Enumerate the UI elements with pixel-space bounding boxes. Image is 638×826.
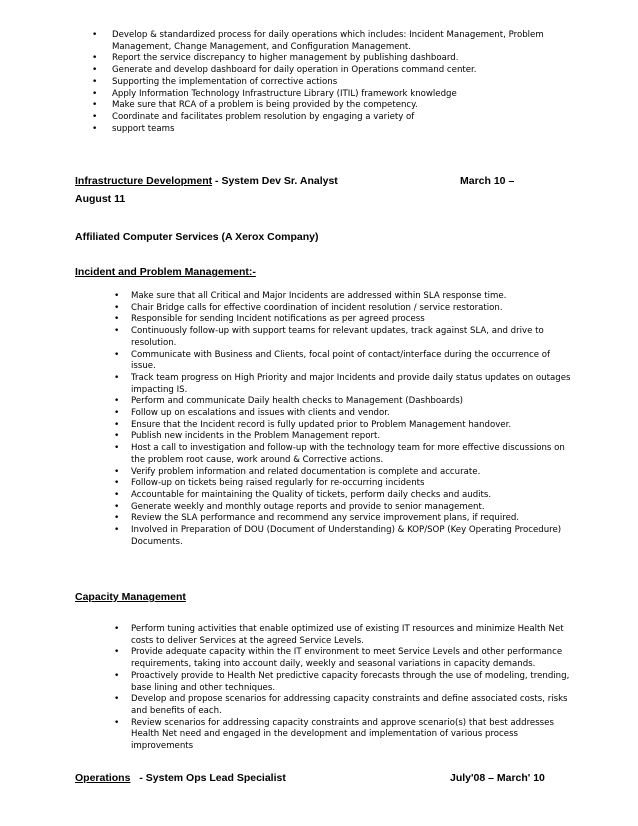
bullet-icon: • (114, 419, 120, 430)
job1-date-start: March 10 – (460, 175, 515, 187)
list-item (92, 53, 552, 65)
list-item-text: Host a call to investigation and follow-up with the technology team for more effective discussions on the problem root cause, work around & Corrective actions. (131, 443, 565, 465)
list-item-text: support teams (112, 123, 175, 134)
list-item-text: Provide adequate capacity within the IT environment to meet Service Levels and other performance requirements, taking into account daily, weekly and seasonal variations in capacity demands. (131, 647, 563, 670)
job1-date-end: August 11 (75, 193, 126, 205)
list-item (114, 419, 571, 432)
list-item (92, 123, 552, 136)
bullet-icon: • (92, 111, 98, 122)
bullet-icon: • (114, 489, 120, 500)
bullet-icon: • (114, 431, 120, 442)
bullet-icon: • (114, 396, 120, 407)
bullet-icon: • (114, 443, 120, 454)
list-item-text: Verify problem information and related documentation is complete and accurate. (131, 466, 481, 477)
bullet-icon: • (114, 408, 120, 419)
list-item (114, 717, 571, 753)
list-item-text: Make sure that all Critical and Major Incidents are addressed within SLA response time. (131, 291, 507, 301)
job2-sep: - (136, 772, 146, 784)
bullet-icon: • (114, 372, 120, 383)
list-item-text: Communicate with Business and Clients, focal point of contact/interface during the occurrence of issue. (131, 349, 551, 372)
bullet-icon: • (114, 525, 120, 536)
list-item-text: Track team progress on High Priority and major Incidents and provide daily status updates on outages impacting IS. (131, 372, 571, 395)
bullet-icon: • (92, 76, 98, 87)
list-item (114, 408, 571, 420)
incident-responsibilities-list (114, 291, 571, 548)
list-item (92, 111, 552, 124)
job2-heading (75, 771, 286, 785)
list-item-text: Chair Bridge calls for effective coordination of incident resolution / service restoration. (131, 302, 503, 313)
list-item (114, 466, 571, 479)
list-item-text: Develop and propose scenarios for addressing capacity constraints and define associated costs, risks and benefits of each. (131, 694, 568, 716)
list-item (114, 291, 571, 303)
list-item-text: Follow up on escalations and issues with clients and vendor. (131, 408, 390, 419)
bullet-icon: • (114, 314, 120, 325)
bullet-icon: • (114, 624, 120, 634)
list-item-text: Continuously follow-up with support teams for relevant updates, track against SLA, and drive to resolution. (131, 326, 544, 348)
list-item (114, 670, 571, 694)
list-item (114, 396, 571, 408)
list-item (114, 431, 571, 443)
section-incident-heading: Incident and Problem Management:- (75, 266, 256, 278)
bullet-icon: • (114, 466, 120, 477)
list-item-text: Report the service discrepancy to higher management by publishing dashboard. (112, 53, 459, 64)
list-item-text: Involved in Preparation of DOU (Document of Understanding) & KOP/SOP (Key Operating Procedure) Documents. (131, 525, 562, 547)
list-item (114, 302, 571, 315)
bullet-icon: • (114, 717, 120, 728)
job1-dept: Infrastructure Development (75, 175, 213, 187)
list-item-text: Ensure that the Incident record is fully updated prior to Problem Management handover. (131, 419, 512, 430)
list-item-text: Generate weekly and monthly outage reports and provide to senior management. (131, 501, 485, 512)
bullet-icon: • (92, 100, 98, 111)
job2-dates: July'08 – March' 10 (450, 772, 545, 784)
bullet-icon: • (114, 349, 120, 360)
list-item-text: Review scenarios for addressing capacity constraints and approve scenario(s) that best addresses Health Net need and engaged in the development and implementation of various process improvements (131, 717, 554, 752)
list-item-text: Responsible for sending Incident notifications as per agreed process (131, 314, 425, 325)
list-item-text: Make sure that RCA of a problem is being provided by the competency. (112, 100, 418, 111)
list-item-text: Supporting the implementation of corrective actions (112, 76, 338, 87)
list-item-text: Accountable for maintaining the Quality of tickets, perform daily checks and audits. (131, 489, 492, 500)
list-item (114, 443, 571, 466)
bullet-icon: • (114, 513, 120, 524)
job1-sep: - (212, 175, 222, 187)
list-item (114, 349, 571, 373)
bullet-icon: • (92, 30, 98, 40)
bullet-icon: • (114, 647, 120, 658)
list-item (92, 100, 552, 112)
list-item-text: Perform and communicate Daily health checks to Management (Dashboards) (131, 396, 464, 407)
bullet-icon: • (114, 694, 120, 705)
list-item (114, 489, 571, 502)
bullet-icon: • (114, 501, 120, 512)
list-item-text: Develop & standardized process for daily operations which includes: Incident Management, Problem Management, Change Management, and Configuration Management. (112, 30, 544, 52)
list-item-text: Follow-up on tickets being raised regularly for re-occurring incidents (131, 478, 425, 489)
company-name: Affiliated Computer Services (A Xerox Company) (75, 231, 319, 243)
bullet-icon: • (114, 326, 120, 337)
list-item-text: Review the SLA performance and recommend any service improvement plans, if required. (131, 513, 520, 524)
list-item (114, 513, 571, 525)
bullet-icon: • (92, 65, 98, 76)
list-item (92, 76, 552, 89)
list-item-text: Generate and develop dashboard for daily operation in Operations command center. (112, 65, 477, 76)
capacity-responsibilities-list (114, 624, 571, 753)
list-item (114, 647, 571, 670)
list-item-text: Publish new incidents in the Problem Management report. (131, 431, 381, 442)
responsibilities-list-1 (92, 30, 552, 135)
list-item (114, 478, 571, 490)
bullet-icon: • (114, 478, 120, 489)
list-item (114, 314, 571, 326)
list-item (114, 326, 571, 349)
job2-title: System Ops Lead Specialist (145, 772, 286, 784)
bullet-icon: • (92, 123, 98, 134)
list-item (92, 88, 552, 101)
list-item (114, 694, 571, 717)
job1-title: System Dev Sr. Analyst (221, 175, 338, 187)
section-capacity-heading: Capacity Management (75, 591, 186, 603)
list-item (114, 525, 571, 548)
list-item-text: Apply Information Technology Infrastructure Library (ITIL) framework knowledge (112, 88, 457, 99)
list-item (92, 30, 552, 53)
bullet-icon: • (114, 302, 120, 313)
job2-dept: Operations (75, 772, 131, 784)
list-item (92, 65, 552, 77)
bullet-icon: • (92, 88, 98, 99)
list-item (114, 372, 571, 396)
bullet-icon: • (92, 53, 98, 64)
job1-heading (75, 174, 338, 188)
list-item-text: Perform tuning activities that enable optimized use of existing IT resources and minimize Health Net costs to deliver Services at the agreed Service Levels. (131, 624, 564, 646)
bullet-icon: • (114, 291, 120, 301)
bullet-icon: • (114, 670, 120, 681)
list-item-text: Coordinate and facilitates problem resolution by engaging a variety of (112, 111, 415, 122)
list-item-text: Proactively provide to Health Net predictive capacity forecasts through the use of modeling, trending, base lining and other techniques. (131, 670, 570, 693)
list-item (114, 624, 571, 647)
list-item (114, 501, 571, 514)
